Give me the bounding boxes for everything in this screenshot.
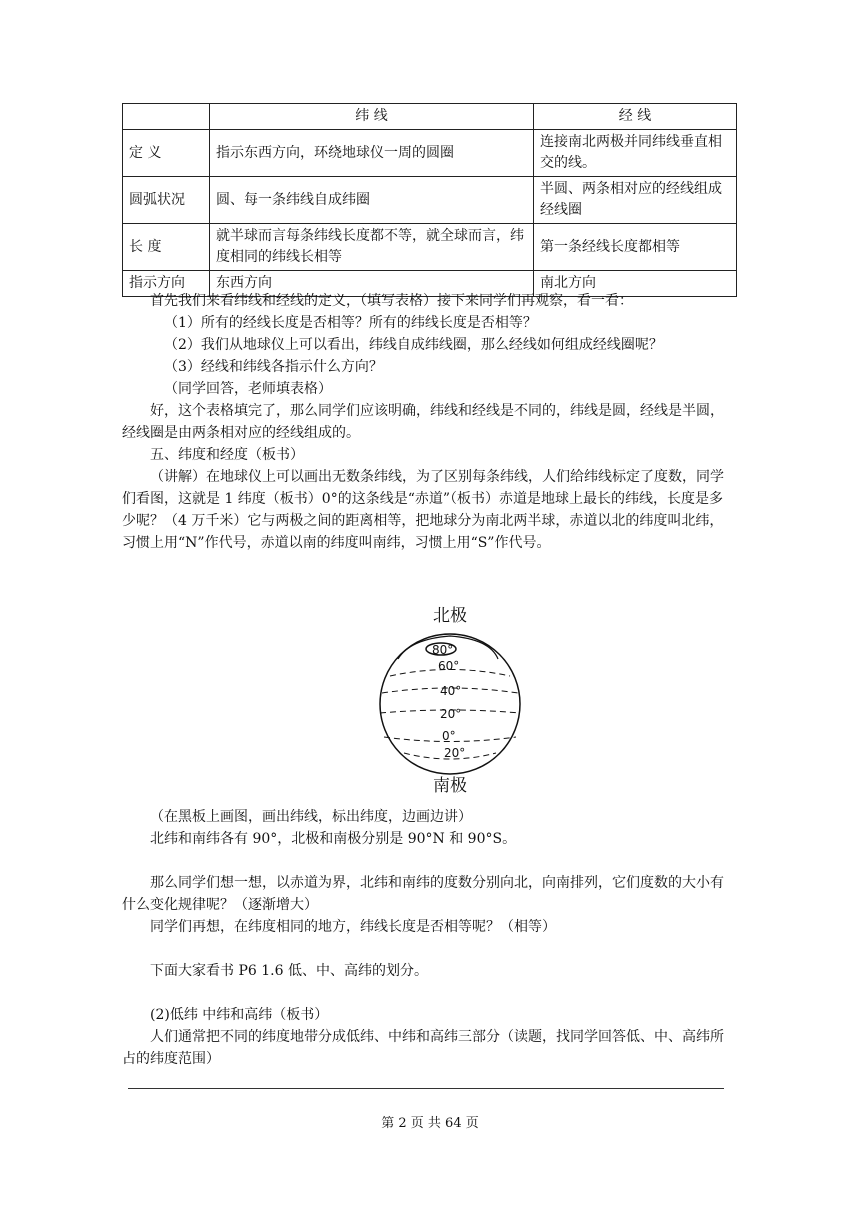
table-header-row	[123, 104, 737, 130]
row-label: 定 义	[123, 130, 210, 177]
table-row	[123, 177, 737, 224]
paragraph: 北纬和南纬各有 90°，北极和南极分别是 90°N 和 90°S。	[150, 831, 517, 847]
row-longitude-cell: 第一条经线长度都相等	[534, 224, 737, 271]
label-60: 60°	[438, 659, 460, 673]
label-20: 20°	[440, 707, 462, 721]
paragraph: 首先我们来看纬线和经线的定义，（填写表格）接下来同学们再观察，看一看：	[150, 293, 633, 309]
label-80: 80°	[432, 643, 454, 657]
paragraph: 人们通常把不同的纬度地带分成低纬、中纬和高纬三部分（读题，找同学回答低、中、高纬所占的纬度范围）	[122, 1029, 724, 1067]
subheading: (2)低纬 中纬和高纬（板书）	[150, 1007, 329, 1023]
row-label: 圆弧状况	[123, 177, 210, 224]
south-pole-label: 南极	[433, 776, 467, 796]
header-lat-text: 纬 线	[355, 108, 388, 124]
question-4: （同学回答，老师填表格）	[164, 381, 332, 397]
paragraph: （在黑板上画图，画出纬线，标出纬度，边画边讲）	[150, 809, 472, 825]
paragraph: 那么同学们想一想，以赤道为界，北纬和南纬的度数分别向北，向南排列，它们度数的大小有什么变化规律呢？（逐渐增大）	[122, 875, 724, 913]
row-longitude-cell: 南北方向	[534, 271, 737, 297]
footer-rule	[128, 1088, 724, 1089]
row-latitude-cell: 东西方向	[210, 271, 534, 297]
label-0: 0°	[442, 729, 456, 743]
question-1: （1）所有的经线长度是否相等？所有的纬线长度是否相等？	[164, 315, 537, 331]
label-20-south: 20°	[444, 746, 466, 760]
body-text-bottom	[122, 806, 737, 1070]
row-latitude-cell: 指示东西方向，环绕地球仪一周的圆圈	[210, 130, 534, 177]
paragraph: 下面大家看书 P6 1.6 低、中、高纬的划分。	[150, 963, 428, 979]
row-longitude-cell: 连接南北两极并同纬线垂直相交的线。	[534, 130, 737, 177]
paragraph: 同学们再想，在纬度相同的地方，纬线长度是否相等呢？（相等）	[150, 919, 556, 935]
table-row	[123, 224, 737, 271]
row-longitude-cell: 半圆、两条相对应的经线组成经线圈	[534, 177, 737, 224]
paragraph: 好，这个表格填完了，那么同学们应该明确，纬线和经线是不同的，纬线是圆，经线是半圆，经线圈是由两条相对应的经线组成的。	[122, 403, 724, 441]
row-latitude-cell: 就半球而言每条纬线长度都不等，就全球而言，纬度相同的纬线长相等	[210, 224, 534, 271]
body-text-top	[122, 290, 737, 554]
row-label: 指示方向	[123, 271, 210, 297]
table-row	[123, 130, 737, 177]
table-header-blank	[123, 104, 210, 130]
section-heading: 五、纬度和经度（板书）	[150, 447, 304, 463]
paragraph: （讲解）在地球仪上可以画出无数条纬线，为了区别每条纬线，人们给纬线标定了度数，同学们看图，这就是 1 纬度（板书）0°的这条线是“赤道”（板书）赤道是地球上最长的纬线，长度是多少呢？（4 万千米）它与两极之间的距离相等，把地球分为南北两半球，赤道以北的纬度叫北纬，习惯上用“N”作代号，赤道以南的纬度叫南纬，习惯上用“S”作代号。	[122, 469, 724, 551]
row-latitude-cell: 圆、每一条纬线自成纬圈	[210, 177, 534, 224]
header-lon-text: 经 线	[618, 108, 652, 124]
label-40: 40°	[440, 684, 462, 698]
table-header-latitude	[210, 104, 534, 130]
page-number: 第 2 页 共 64 页	[381, 1116, 479, 1131]
latitude-globe-figure	[370, 603, 530, 798]
globe-svg	[370, 603, 530, 798]
table-header-longitude	[534, 104, 737, 130]
row-label: 长 度	[123, 224, 210, 271]
comparison-table	[122, 103, 737, 297]
north-pole-label: 北极	[433, 606, 467, 626]
question-2: （2）我们从地球仪上可以看出，纬线自成纬线圈，那么经线如何组成经线圈呢？	[164, 337, 663, 353]
question-3: （3）经线和纬线各指示什么方向？	[164, 359, 383, 375]
